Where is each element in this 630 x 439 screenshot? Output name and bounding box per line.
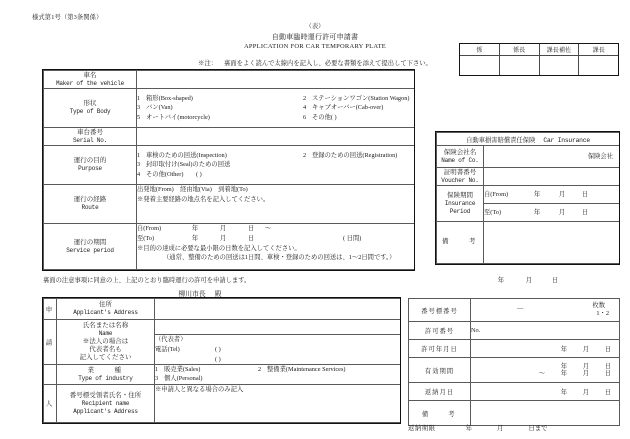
row-plate-number [409,299,620,322]
body-type-option-2[interactable] [303,94,414,103]
label-insurance-voucher-jp: 証明書番号 [443,168,477,176]
field-applicant-name-value[interactable] [155,320,401,335]
purpose-option-4[interactable] [137,170,202,179]
body-type-option-5-num: 5 [137,113,141,121]
declaration-text: 裏面の注意事項に同意の上、上記のとおり臨時運行の許可を申請します。 [43,277,251,284]
label-route-en: Route [81,204,99,212]
industry-option-1[interactable] [155,365,258,374]
route-line-1: 出発地(From) 経由地(Via) 到着地(To) [137,186,248,193]
row-permit-date [409,340,620,358]
valid-period-to-month: 月 [582,370,590,377]
body-type-line-2 [137,103,414,112]
applicant-table [43,298,400,423]
body-type-option-4-num: 4 [303,104,307,112]
field-insurance-voucher-value[interactable] [484,168,620,186]
permit-number-prefix: No. [471,327,481,334]
body-type-option-1-text: 箱形(Box-shaped) [146,95,193,103]
label-maker-jp: 車名 [83,71,97,79]
body-type-option-5-text: オートバイ(motorcycle) [146,113,210,121]
label-body-type [44,89,137,128]
label-body-type-en: Type of Body [69,108,111,116]
document-title-jp: 自動車臨時運行許可申請書 [271,33,359,41]
insurance-from-month: 月 [558,190,566,198]
applicant-vertical-char-3 [44,385,57,423]
row-maker [44,71,415,89]
body-type-option-3-num: 3 [137,104,141,112]
declaration-date-month[interactable]: 月 [525,277,533,284]
approval-header-row [460,44,618,56]
field-purpose-options [137,146,415,185]
body-type-option-1-num: 1 [137,95,141,103]
label-maker-en: Maker of the vehicle [55,79,124,87]
field-return-date-value[interactable] [471,383,620,401]
label-service-period-jp: 運行の期間 [73,238,107,246]
label-permit-date: 許可年月日 [409,340,471,358]
approval-col-kachohosa: 課長補佐 [540,44,580,56]
body-type-option-6[interactable] [303,113,414,122]
label-route-jp: 運行の経路 [73,196,107,203]
return-date-year: 年 [560,389,568,396]
form-number: 様式第1号（第3条関係） [32,14,103,21]
plate-number-dash: — [517,305,524,312]
purpose-option-1-text: 車検のための回送(Inspection) [146,152,227,160]
field-maker-value[interactable] [137,71,415,89]
plate-sheets-options[interactable]: 1・2 [596,310,609,317]
label-plate-remarks: 備 考 [409,401,471,426]
purpose-option-2[interactable] [303,151,414,160]
side-marker: （表） [305,23,325,30]
label-applicant-name-jp3: 代表者名も [89,345,122,353]
label-return-date: 返納月日 [409,383,471,401]
label-applicant-industry-en: Type of industry [78,375,133,383]
label-applicant-recipient-jp: 番号標受領者氏名・住所 [69,391,142,399]
valid-period-from-day: 日 [604,362,612,370]
field-permit-date-value[interactable] [471,340,620,358]
industry-option-2-text: 整備業(Maintenance Services) [267,366,346,374]
insurance-to-day: 日 [581,208,589,216]
insurance-heading [437,133,620,146]
valid-period-from-month: 月 [582,362,590,370]
service-period-to-label: 至(To) [137,234,155,242]
field-applicant-address-value[interactable] [155,299,401,320]
label-insurance-period [437,186,484,222]
row-service-period [44,224,415,270]
insurance-company-suffix: 保険会社 [587,152,614,160]
row-serial [44,128,415,146]
purpose-line-2 [137,160,414,169]
industry-line-2 [155,374,400,383]
row-purpose [44,146,415,185]
industry-option-3[interactable] [155,374,202,383]
field-route-value[interactable] [137,185,415,224]
applicant-tel-value-2[interactable]: ( ) [215,355,221,363]
route-line-2: ※発着主要経路の地点名を記入してください。 [137,195,270,203]
purpose-option-2-text: 登録のための回送(Registration) [312,152,398,160]
label-applicant-address-en: Applicant's Address [73,309,138,317]
approval-sign-kacho[interactable] [579,56,618,75]
industry-option-3-num: 3 [155,375,159,383]
label-serial-en: Serial No. [72,136,107,144]
field-valid-period-value[interactable] [471,358,620,383]
purpose-option-4-num: 4 [137,170,141,178]
label-applicant-address-jp: 住所 [99,301,112,308]
body-type-option-1[interactable] [137,94,303,103]
body-type-option-2-text: ステーションワゴン(Station Wagon) [312,95,410,103]
row-insurance-voucher [437,168,620,186]
return-date-day: 日 [604,389,612,396]
label-applicant-address [57,299,155,320]
label-service-period [44,224,137,270]
industry-option-3-text: 個人(Personal) [164,375,203,383]
row-body-type [44,89,415,128]
label-applicant-recipient-en1: Recipient name [81,400,130,408]
label-insurance-company [437,146,484,168]
body-type-option-6-text: その他( ) [312,113,337,121]
row-applicant-recipient [44,385,401,423]
label-permit-number: 許可番号 [409,322,471,340]
industry-option-2[interactable] [258,365,400,374]
applicant-rep-label: （代表者） [155,336,187,343]
label-purpose-jp: 運行の目的 [73,157,107,164]
applicant-vertical-char-1-text: 申 [44,305,52,313]
industry-option-1-text: 販売業(Sales) [164,366,201,374]
applicant-tel-line-1 [155,345,400,355]
addressee-line [0,288,400,298]
service-period-from-line [137,224,414,234]
body-type-option-4-text: キャブオーバー(Cab-over) [312,104,384,112]
declaration-date [487,275,567,284]
approval-sign-kachohosa[interactable] [540,56,580,75]
field-plate-number-value[interactable] [471,299,620,322]
label-applicant-recipient-en2: Applicant's Address [73,407,138,415]
purpose-option-3-text: 封印取付け(Seal)のための回送 [146,161,231,169]
return-deadline-month[interactable]: 月 [496,425,504,432]
service-period-note-1: ※目的の達成に必要な最小限の日数を記入してください。 [137,244,301,252]
body-type-option-3-text: バン(Van) [146,104,173,112]
label-insurance-voucher-en: Voucher No. [441,176,479,184]
applicant-recipient-note: ※申請人と異なる場合のみ記入 [155,386,244,394]
field-applicant-rep-tel[interactable] [155,335,401,365]
insurance-to-year: 年 [533,208,541,216]
applicant-vertical-char-2-text: 請 [44,338,52,346]
industry-line-1 [155,365,400,374]
label-applicant-name-en: Name [98,329,113,337]
return-deadline-year[interactable]: 年 [465,425,472,432]
service-period-from-month: 月 [219,225,227,232]
row-permit-number [409,322,620,340]
field-body-type-options [137,89,415,128]
body-type-line-3 [137,113,414,122]
label-insurance-company-en: Name of Co. [441,156,479,164]
service-period-tilde: ～ [265,225,272,232]
insurance-from-label: 自(From) [484,190,509,198]
purpose-option-4-text: その他(Other) ( ) [146,170,202,178]
body-type-option-4[interactable] [303,103,414,112]
service-period-to-month: 月 [219,234,227,242]
applicant-tel-label: 電話(Tel) [155,345,180,353]
industry-option-1-num: 1 [155,366,159,374]
applicant-vertical-char-3-text: 人 [44,399,52,406]
approval-sign-kakaricho[interactable] [500,56,540,75]
plate-issue-table [408,298,619,426]
service-period-to-line [137,234,414,244]
applicant-vertical-char-1 [44,299,57,320]
label-insurance-voucher [437,168,484,186]
label-serial [44,128,137,146]
field-insurance-from[interactable] [484,186,620,204]
row-return-date [409,383,620,401]
service-period-to-day: 日 [247,234,255,242]
approval-col-kakaricho: 係長 [500,44,540,56]
row-applicant-industry [44,365,401,385]
insurance-from-year: 年 [533,190,541,198]
row-insurance-company [437,146,620,168]
insurance-to-label: 至(To) [484,208,502,216]
insurance-from-day: 日 [581,190,589,198]
body-type-option-6-num: 6 [303,113,307,121]
declaration-date-day[interactable]: 日 [551,277,559,284]
permit-date-year: 年 [560,346,568,353]
notice-body: 裏面をよく読んで太線内を記入し、必要な書類を添えて提出して下さい。 [224,60,432,67]
row-applicant-address [44,299,401,320]
field-insurance-remarks-value[interactable] [484,222,620,264]
return-date-month: 月 [582,389,590,396]
insurance-heading-en: Car Insurance [543,136,590,144]
row-route [44,185,415,224]
field-permit-number-value[interactable] [471,322,620,340]
label-purpose [44,146,137,185]
label-applicant-recipient [57,385,155,423]
valid-period-to-year: 年 [560,370,568,377]
purpose-option-1-num: 1 [137,152,141,160]
return-deadline-line [408,423,619,432]
label-applicant-name-jp1: 氏名または名称 [82,321,129,329]
body-type-option-5[interactable] [137,113,303,122]
label-applicant-industry-jp: 業 種 [87,366,124,374]
label-insurance-period-jp: 保険期間 [447,191,473,199]
insurance-to-month: 月 [558,208,566,216]
purpose-option-3[interactable] [137,160,230,169]
field-applicant-recipient-value[interactable] [155,385,401,423]
field-insurance-company-value[interactable] [484,146,620,168]
purpose-line-1 [137,151,414,160]
field-service-period-value[interactable] [137,224,415,270]
document-title-en: APPLICATION FOR CAR TEMPORARY PLATE [243,43,387,50]
body-type-option-2-num: 2 [303,95,307,103]
label-route [44,185,137,224]
label-applicant-industry [57,365,155,385]
label-service-period-en: Service period [66,246,114,254]
insurance-heading-jp: 自動車損害賠償責任保険 [466,136,536,144]
row-insurance-remarks [437,222,620,264]
label-valid-period: 有効期間 [409,358,471,383]
industry-option-2-num: 2 [258,366,262,374]
approval-col-kakari: 係 [460,44,500,56]
label-maker [44,71,137,89]
insurance-table [436,132,619,264]
approval-col-kacho: 課長 [579,44,618,56]
vehicle-details-table [43,70,414,270]
approval-stamp-box [459,43,619,76]
applicant-tel-value-1[interactable]: ( ) [215,345,221,353]
service-period-from-year: 年 [191,225,199,232]
label-serial-jp: 車台番号 [77,128,103,136]
label-insurance-company-jp: 保険会社名 [443,148,477,156]
addressee-name: 柳川市長 [178,291,206,298]
valid-period-to [471,370,619,377]
service-period-days-count[interactable]: ( 日間) [343,234,362,242]
valid-period-tilde: ～ [538,370,546,377]
purpose-option-3-num: 3 [137,161,141,169]
return-deadline-label: 返納期限 [408,425,436,432]
service-period-from-label: 自(From) [137,225,162,232]
row-valid-period [409,358,620,383]
row-applicant-name [44,320,401,335]
field-insurance-to[interactable] [484,204,620,222]
row-insurance-period-from [437,186,620,204]
service-period-to-year: 年 [191,234,199,242]
label-applicant-name-jp2: ※法人の場合は [82,337,129,345]
approval-signature-row [460,56,618,75]
label-applicant-name [57,320,155,365]
body-type-option-3[interactable] [137,103,303,112]
valid-period-from [471,363,619,370]
approval-sign-kakari[interactable] [460,56,500,75]
label-insurance-period-en1: Insurance [444,199,476,207]
purpose-option-2-num: 2 [303,152,307,160]
permit-date-month: 月 [582,346,590,353]
row-plate-remarks [409,401,620,426]
applicant-vertical-spacer [44,365,57,385]
permit-date-day: 日 [604,346,612,353]
row-insurance-heading [437,133,620,146]
label-applicant-name-jp4: 記入してください [79,354,132,362]
label-insurance-period-en2: Period [449,207,471,215]
declaration-date-year[interactable]: 年 [497,277,505,284]
field-serial-value[interactable] [137,128,415,146]
applicant-vertical-char-2 [44,320,57,365]
valid-period-from-year: 年 [560,362,568,370]
notice-label: ※注： [198,60,218,67]
field-applicant-industry-options [155,365,401,385]
field-plate-remarks-value[interactable] [471,401,620,426]
plate-sheets-label: 枚数 [592,302,605,309]
valid-period-to-day: 日 [604,370,612,377]
applicant-tel-line-2 [155,355,400,365]
label-body-type-jp: 形状 [83,100,97,107]
return-deadline-day[interactable]: 日まで [528,425,548,432]
service-period-note-2: （通常、整備のための回送は1日間、車検・登録のための回送は、1～2日間です。） [163,254,396,262]
purpose-line-3 [137,170,414,179]
label-insurance-remarks-jp: 備 考 [442,238,478,246]
purpose-option-1[interactable] [137,151,303,160]
label-insurance-remarks [437,222,484,264]
label-plate-number: 番号標番号 [409,299,471,322]
body-type-line-1 [137,94,414,103]
label-purpose-en: Purpose [78,165,102,173]
service-period-from-day: 日 [247,225,255,232]
addressee-honorific: 殿 [214,291,222,298]
